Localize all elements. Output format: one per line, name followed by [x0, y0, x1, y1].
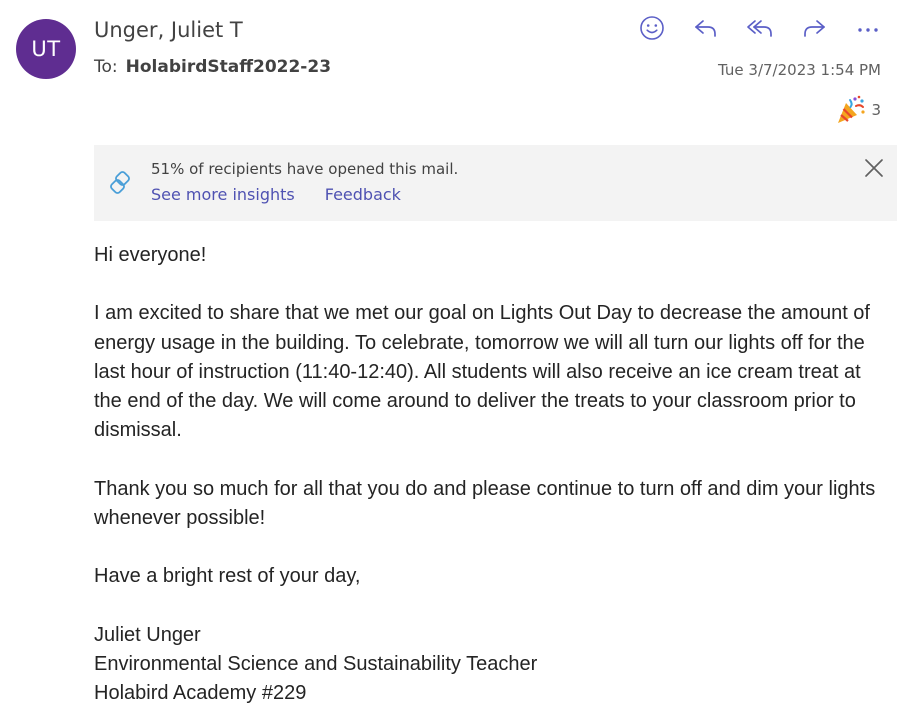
signature-title: Environmental Science and Sustainability Teacher — [94, 652, 538, 675]
more-actions-button[interactable] — [852, 12, 884, 44]
party-popper-icon — [835, 95, 867, 125]
to-label: To: — [94, 57, 118, 77]
react-button[interactable] — [636, 12, 668, 44]
insights-message: 51% of recipients have opened this mail. — [151, 160, 459, 178]
sender-avatar[interactable]: UT — [16, 19, 76, 79]
insights-banner — [94, 145, 897, 221]
message-body — [94, 241, 884, 708]
signature-name: Juliet Unger — [94, 623, 201, 646]
message-toolbar — [636, 12, 884, 44]
dismiss-insights-button[interactable] — [863, 157, 885, 179]
closing-line: Have a bright rest of your day, — [94, 565, 361, 588]
message-timestamp: Tue 3/7/2023 1:54 PM — [718, 61, 881, 79]
see-more-insights-link[interactable]: See more insights — [151, 185, 295, 204]
sender-name[interactable]: Unger, Juliet T — [94, 18, 243, 42]
signature-school: Holabird Academy #229 — [94, 681, 307, 704]
greeting: Hi everyone! — [94, 244, 207, 266]
reply-all-button[interactable] — [744, 12, 776, 44]
insights-links — [151, 185, 401, 204]
reply-button[interactable] — [690, 12, 722, 44]
reply-icon — [692, 16, 720, 40]
close-icon — [864, 158, 884, 178]
feedback-link[interactable]: Feedback — [324, 185, 401, 204]
reaction-count: 3 — [871, 101, 881, 119]
smiley-icon — [639, 15, 665, 41]
body-paragraph: Thank you so much for all that you do and please continue to turn off and dim your lights whenever possible! — [94, 477, 876, 529]
reaction-summary[interactable] — [835, 95, 881, 125]
more-icon — [856, 16, 880, 40]
recipient-group[interactable]: HolabirdStaff2022-23 — [125, 57, 332, 77]
recipients-line — [94, 57, 331, 77]
insights-icon — [108, 169, 136, 197]
forward-icon — [800, 16, 828, 40]
reply-all-icon — [745, 16, 775, 40]
forward-button[interactable] — [798, 12, 830, 44]
signature — [94, 621, 884, 709]
body-paragraph: I am excited to share that we met our goal on Lights Out Day to decrease the amount of energy usage in the building. To celebrate, tomorrow we will all turn our lights off for the last hour of instruction (11:40-12:40). All students will also receive an ice cream treat at the end of the day. We will come around to deliver the treats to your classroom prior to dismissal. — [94, 302, 870, 442]
